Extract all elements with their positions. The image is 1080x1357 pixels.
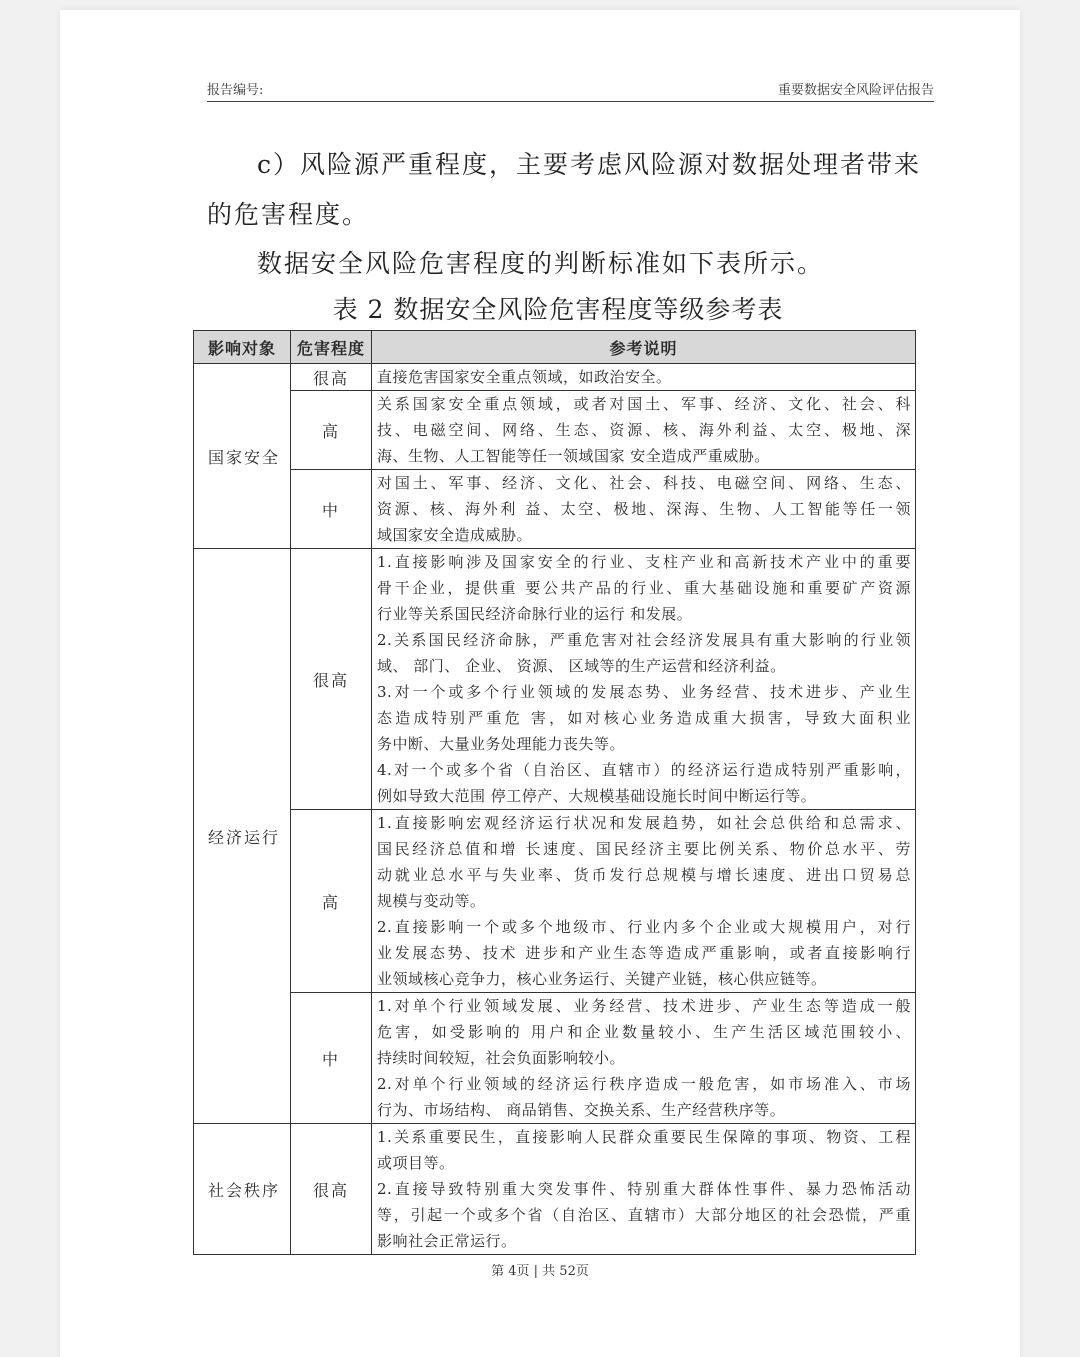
reference-description-cell: [372, 364, 916, 391]
harm-level-cell: 高: [291, 391, 372, 470]
paragraph-severity: c）风险源严重程度，主要考虑风险源对数据处理者带来的危害程度。: [207, 150, 922, 229]
description-line: 或项目等。: [377, 1154, 455, 1172]
description-line: 态造成特别严重危 害，如对核心业务造成重大损害，导致大面积业: [377, 709, 911, 727]
report-number-label: 报告编号:: [207, 83, 264, 98]
document-page: [60, 10, 1020, 1357]
table-row: [194, 993, 916, 1124]
page-footer: 第 4页 | 共 52页: [491, 1264, 589, 1279]
report-title: 重要数据安全风险评估报告: [777, 83, 934, 98]
reference-description-cell: [372, 1124, 916, 1255]
reference-description-cell: [372, 391, 916, 470]
table-row: [194, 364, 916, 391]
description-line: 例如导致大范围 停工停产、大规模基础设施长时间中断运行等。: [377, 787, 817, 805]
description-line: 2.直接导致特别重大突发事件、特别重大群体性事件、暴力恐怖活动: [377, 1180, 911, 1198]
reference-description-cell: [372, 470, 916, 549]
description-line: 持续时间较短，社会负面影响较小。: [377, 1049, 626, 1067]
table-row: [194, 1124, 916, 1255]
reference-description-cell: [372, 993, 916, 1124]
harm-level-cell: 很高: [291, 1124, 372, 1255]
harm-level-cell: 很高: [291, 549, 372, 810]
header-harm-level: 危害程度: [291, 331, 372, 364]
impact-object-cell: 国家安全: [194, 364, 291, 549]
description-line: 行为、市场结构、 商品销售、交换关系、生产经营秩序等。: [377, 1101, 786, 1119]
description-line: 技、电磁空间、网络、生态、资源、核、海外利益、太空、极地、深: [377, 421, 911, 439]
table-row: [194, 810, 916, 993]
harm-level-cell: 高: [291, 810, 372, 993]
header-reference-description: 参考说明: [372, 331, 916, 364]
description-line: 等，引起一个或多个省（自治区、直辖市）大部分地区的社会恐慌，严重: [377, 1206, 911, 1224]
page-header: [207, 79, 934, 102]
risk-level-table: [193, 330, 916, 1255]
description-line: 规模与变动等。: [377, 892, 486, 910]
header-impact-object: 影响对象: [194, 331, 291, 364]
description-line: 1.直接影响涉及国家安全的行业、支柱产业和高新技术产业中的重要: [377, 553, 911, 571]
description-line: 对国土、军事、经济、文化、社会、科技、电磁空间、网络、生态、: [377, 474, 911, 492]
description-line: 2.直接影响一个或多个地级市、行业内多个企业或大规模用户，对行: [377, 918, 911, 936]
table-header-row: [194, 331, 916, 364]
description-line: 2.对单个行业领域的经济运行秩序造成一般危害，如市场准入、市场: [377, 1075, 911, 1093]
impact-object-cell: 经济运行: [194, 549, 291, 1124]
description-line: 影响社会正常运行。: [377, 1232, 517, 1250]
description-line: 1.关系重要民生，直接影响人民群众重要民生保障的事项、物资、工程: [377, 1128, 911, 1146]
harm-level-cell: 很高: [291, 364, 372, 391]
description-line: 直接危害国家安全重点领域，如政治安全。: [377, 368, 672, 386]
harm-level-cell: 中: [291, 993, 372, 1124]
table-row: [194, 549, 916, 810]
description-line: 域国家安全造成威胁。: [377, 526, 533, 544]
description-line: 动就业总水平与失业率、货币发行总规模与增长速度、进出口贸易总: [377, 866, 911, 884]
table-row: [194, 470, 916, 549]
impact-object-cell: 社会秩序: [194, 1124, 291, 1255]
harm-level-cell: 中: [291, 470, 372, 549]
description-line: 国民经济总值和增 长速度、国民经济主要比例关系、物价总水平、劳: [377, 840, 911, 858]
description-line: 1.对单个行业领域发展、业务经营、技术进步、产业生态等造成一般: [377, 997, 911, 1015]
description-line: 行业等关系国民经济命脉行业的运行 和发展。: [377, 605, 693, 623]
description-line: 业发展态势、技术 进步和产业生态等造成严重影响，或者直接影响行: [377, 944, 911, 962]
table-row: [194, 391, 916, 470]
description-line: 4.对一个或多个省（自治区、直辖市）的经济运行造成特别严重影响，: [377, 761, 911, 779]
description-line: 1.直接影响宏观经济运行状况和发展趋势，如社会总供给和总需求、: [377, 814, 911, 832]
reference-description-cell: [372, 810, 916, 993]
description-line: 3.对一个或多个行业领域的发展态势、业务经营、技术进步、产业生: [377, 683, 911, 701]
description-line: 骨干企业，提供重 要公共产品的行业、重大基础设施和重要矿产资源: [377, 579, 911, 597]
paragraph-criteria: 数据安全风险危害程度的判断标准如下表所示。: [257, 249, 825, 278]
description-line: 2.关系国民经济命脉，严重危害对社会经济发展具有重大影响的行业领: [377, 631, 911, 649]
description-line: 业领域核心竞争力，核心业务运行、关键产业链，核心供应链等。: [377, 970, 827, 988]
description-line: 关系国家安全重点领域，或者对国土、军事、经济、文化、社会、科: [377, 395, 911, 413]
description-line: 资源、核、海外利 益、太空、极地、深海、生物、人工智能等任一领: [377, 500, 911, 518]
description-line: 域、 部门、 企业、 资源、 区域等的生产运营和经济利益。: [377, 657, 786, 675]
description-line: 海、生物、人工智能等任一领域国家 安全造成严重威胁。: [377, 447, 770, 465]
reference-description-cell: [372, 549, 916, 810]
description-line: 务中断、大量业务处理能力丧失等。: [377, 735, 626, 753]
table-caption: 表 2 数据安全风险危害程度等级参考表: [332, 295, 784, 324]
description-line: 危害，如受影响的 用户和企业数量较小、生产生活区域范围较小、: [377, 1023, 911, 1041]
